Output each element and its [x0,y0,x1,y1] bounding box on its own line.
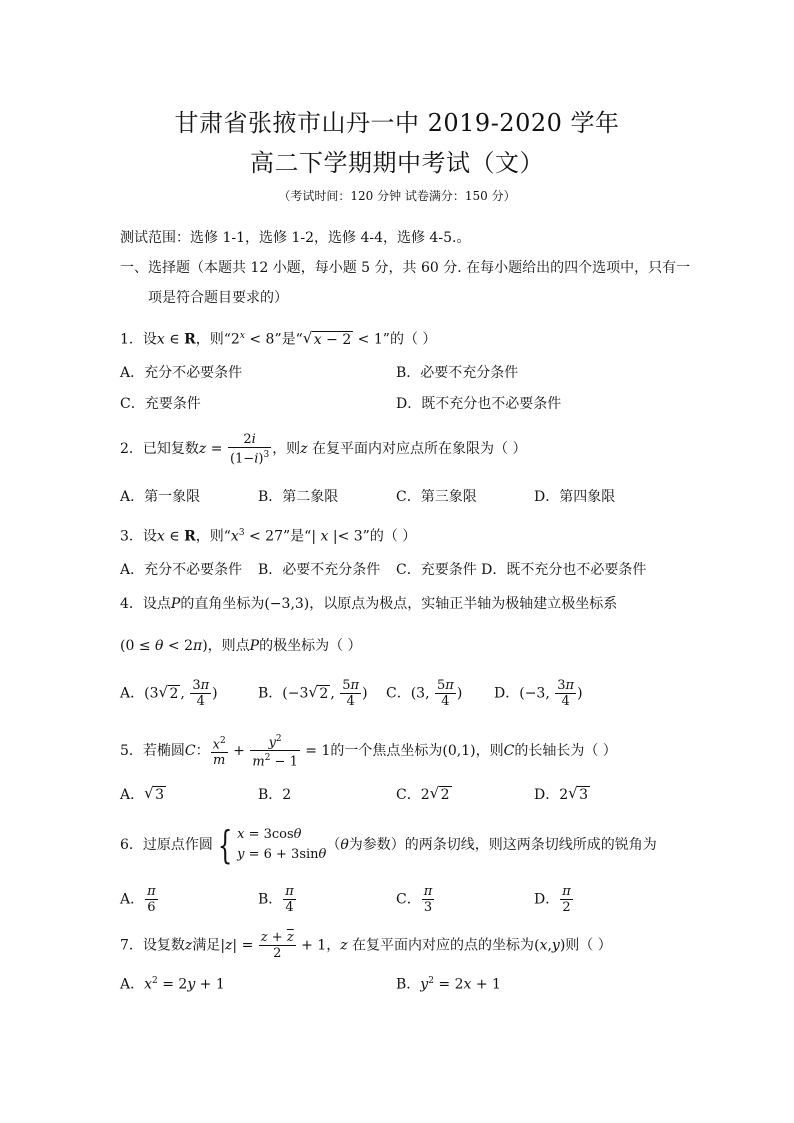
question-1-option-a: A．充分不必要条件 [120,365,243,381]
question-6-option-b: B． $\frac{\pi}{4}$ [258,884,294,915]
title-line-2: 高二下学期期中考试（文） [250,149,544,177]
question-4-line-2: (0 ≤ θ < 2π)，则点P的极坐标为（ ） [120,638,362,654]
question-5-option-a: A． √ 3 [120,785,166,805]
question-7: 7．设复数z满足|z| = $\frac{z + \overline{z}}{2}$ + 1，z 在复平面内对应的点的坐标为(x,y)则（ ） [120,930,612,961]
question-1-option-d: D．既不充分也不必要条件 [396,396,562,412]
question-2-option-b: B．第二象限 [258,489,339,505]
question-4-option-b: B．(−3 √ 2 , $\frac{5\pi}{4}$ ) [258,678,368,709]
question-5: 5．若椭圆C： $\frac{x^2}{m}$ + $\frac{y^2}{m^2 - 1}$ = 1的一个焦点坐标为(0,1)，则C的长轴长为（ ） [120,734,617,770]
question-4-option-a: A．(3 √ 2 , $\frac{3\pi}{4}$ ) [120,678,218,709]
question-1: 1．设x ∈ R，则“$2^x < 8$”是“ √ x − 2 < 1”的（ ） [120,326,436,350]
test-scope: 测试范围：选修 1-1，选修 1-2，选修 4-4，选修 4-5.。 [120,230,471,246]
question-6: 6．过原点作圆 { x = 3cosθ y = 6 + 3sinθ（θ为参数）的两条切线，则这两条切线所成的锐角为 [120,823,657,867]
question-7-option-a: A．$x^2 = 2y + 1$ [120,976,225,993]
question-5-option-c: C．2 √ 2 [396,785,452,805]
question-6-option-a: A． $\frac{\pi}{6}$ [120,884,156,915]
question-2-option-d: D．第四象限 [534,489,616,505]
question-2-option-c: C．第三象限 [396,489,477,505]
question-1-option-b: B．必要不充分条件 [396,365,519,381]
question-2-option-a: A．第一象限 [120,489,201,505]
question-5-option-d: D．2 √ 3 [534,785,590,805]
question-2: 2．已知复数z = $\frac{2i}{(1-i)^3}$ ，则z 在复平面内对应点所在象限为（ ） [120,432,527,467]
section-heading-line-1: 一、选择题（本题共 12 小题，每小题 5 分，共 60 分. 在每小题给出的四个选项中，只有一 [120,260,691,276]
question-4-option-d: D．(−3, $\frac{3\pi}{4}$ ) [494,678,583,709]
exam-info: （考试时间：120 分钟 试卷满分：150 分） [278,189,516,203]
question-3-option-a: A．充分不必要条件 [120,562,243,578]
question-6-option-c: C． $\frac{\pi}{3}$ [396,884,433,915]
question-6-option-d: D． $\frac{\pi}{2}$ [534,884,571,915]
question-4-line-1: 4．设点P的直角坐标为(−3,3)，以原点为极点，实轴正半轴为极轴建立极坐标系 [120,596,618,612]
question-1-option-c: C．充要条件 [120,396,201,412]
question-5-option-b: B．2 [258,787,292,803]
question-4-option-c: C．(3, $\frac{5\pi}{4}$ ) [386,678,463,709]
question-3-option-cd: C．充要条件 D．既不充分也不必要条件 [396,562,647,578]
title-line-1: 甘肃省张掖市山丹一中 2019-2020 学年 [174,109,620,137]
section-heading-line-2: 项是符合题目要求的） [148,290,288,306]
question-7-option-b: B．$y^2 = 2x + 1$ [396,976,501,993]
question-3: 3．设x ∈ R，则“$x^3 < 27$”是“| x |< 3”的（ ） [120,528,417,545]
question-3-option-b: B．必要不充分条件 [258,562,381,578]
